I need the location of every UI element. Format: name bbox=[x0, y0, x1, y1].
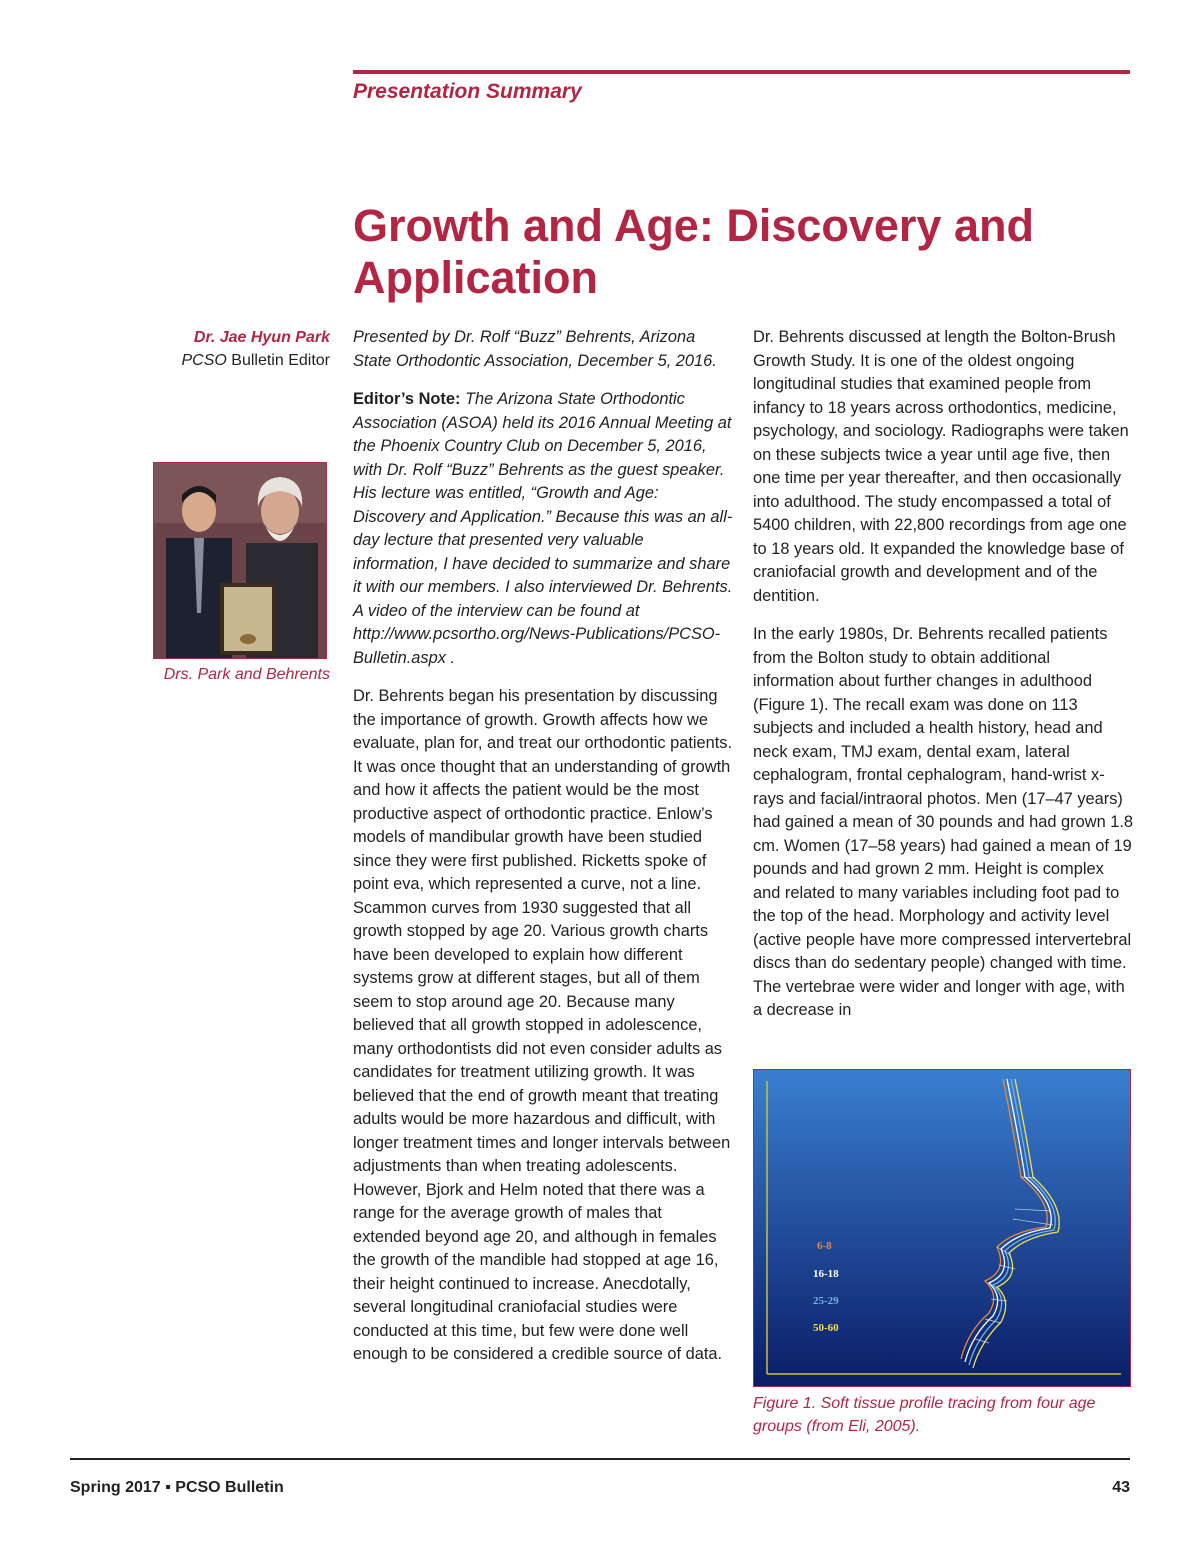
body-column-right bbox=[753, 326, 1135, 1038]
footer-issue: Spring 2017 ▪ PCSO Bulletin bbox=[70, 1479, 284, 1496]
photo-caption: Drs. Park and Behrents bbox=[163, 666, 330, 683]
body-column-left bbox=[353, 326, 733, 1382]
author-photo bbox=[153, 462, 327, 659]
author-role bbox=[100, 349, 330, 372]
header-rule bbox=[353, 70, 1130, 74]
figure-legend-label: 16-18 bbox=[813, 1268, 839, 1280]
section-label: Presentation Summary bbox=[353, 80, 582, 103]
author-block bbox=[100, 326, 330, 372]
figure-caption: Figure 1. Soft tissue profile tracing from four age groups (from Eli, 2005). bbox=[753, 1395, 1096, 1435]
editors-note bbox=[353, 388, 733, 670]
figure-legend-label: 25-29 bbox=[813, 1295, 839, 1307]
page-number: 43 bbox=[1112, 1479, 1130, 1496]
article-title: Growth and Age: Discovery and Application bbox=[353, 200, 1034, 303]
figure-legend-label: 50-60 bbox=[813, 1322, 839, 1334]
body-paragraph-1: Dr. Behrents began his presentation by discussing the importance of growth. Growth affects how we evaluate, plan for, and treat our orthodontic patients. It was once thought that an understanding of growth and how it affects the patient would be the most productive aspect of orthodontic practice. Enlow’s models of mandibular growth have been studied since they were first published. Ricketts spoke of point eva, which represented a curve, not a line. Scammon curves from 1930 suggested that all growth stopped by age 20. Various growth charts have been developed to explain how different systems grow at different stages, but all of them seem to stop around age 20. Because many believed that all growth stopped in adolescence, many orthodontists did not even consider adults as candidates for treatment utilizing growth. It was believed that the end of growth meant that treating adults would be more hazardous and difficult, with longer treatment times and longer intervals between adjustments than when treating adolescents. However, Bjork and Helm noted that there was a range for the average growth of males that extended beyond age 20, and although in females the growth of the mandible had stopped at age 16, their height continued to increase. Anecdotally, several longitudinal craniofacial studies were conducted at this time, but few were done well enough to be considered a credible source of data. bbox=[353, 687, 733, 1363]
body-paragraph-3: In the early 1980s, Dr. Behrents recalled patients from the Bolton study to obtain additional information about further changes in adulthood (Figure 1). The recall exam was done on 113 subjects and included a health history, head and neck exam, TMJ exam, dental exam, lateral cephalogram, frontal cephalogram, hand-wrist x-rays and facial/intraoral photos. Men (17–47 years) had gained a mean of 30 pounds and had grown 1.8 cm. Women (17–58 years) had gained a mean of 19 pounds and had grown 2 mm. Height is complex and related to many variables including foot pad to the top of the head. Morphology and activity level (active people have more compressed intervertebral discs than do sedentary people) changed with time. The vertebrae were wider and longer with age, with a decrease in bbox=[753, 625, 1134, 1019]
editors-note-label: Editor’s Note: bbox=[353, 390, 461, 408]
editors-note-text: The Arizona State Orthodontic Association (ASOA) held its 2016 Annual Meeting at the Phoenix Country Club on December 5, 2016, with Dr. Rolf “Buzz” Behrents as the guest speaker. His lecture was entitled, “Growth and Age: Discovery and Application.” Because this was an all-day lecture that presented very valuable information, I have decided to summarize and share it with our members. I also interviewed Dr. Behrents. A video of the interview can be found at http://www.pcsortho.org/News-Publications/PCSO-Bulletin.aspx . bbox=[353, 390, 733, 667]
figure-1 bbox=[753, 1069, 1131, 1387]
footer-rule bbox=[70, 1458, 1130, 1460]
author-title: Bulletin Editor bbox=[226, 352, 330, 369]
author-publication: PCSO bbox=[181, 352, 227, 369]
figure-legend-label: 6-8 bbox=[817, 1240, 832, 1252]
soft-tissue-profile-tracing bbox=[753, 1069, 1131, 1387]
photo-illustration bbox=[154, 463, 326, 658]
presented-by: Presented by Dr. Rolf “Buzz” Behrents, Arizona State Orthodontic Association, December 5, 2016. bbox=[353, 328, 717, 370]
author-name: Dr. Jae Hyun Park bbox=[193, 329, 330, 346]
body-paragraph-2: Dr. Behrents discussed at length the Bolton-Brush Growth Study. It is one of the oldest ongoing longitudinal studies that examined people from infancy to 18 years across orthodontics, medicine, psychology, and sociology. Radiographs were taken on these subjects twice a year until age five, then one time per year thereafter, and then occasionally into adulthood. The study encompassed a total of 5400 children, with 22,800 recordings from age one to 18 years old. It expanded the knowledge base of craniofacial growth and development and of the dentition. bbox=[753, 328, 1129, 605]
